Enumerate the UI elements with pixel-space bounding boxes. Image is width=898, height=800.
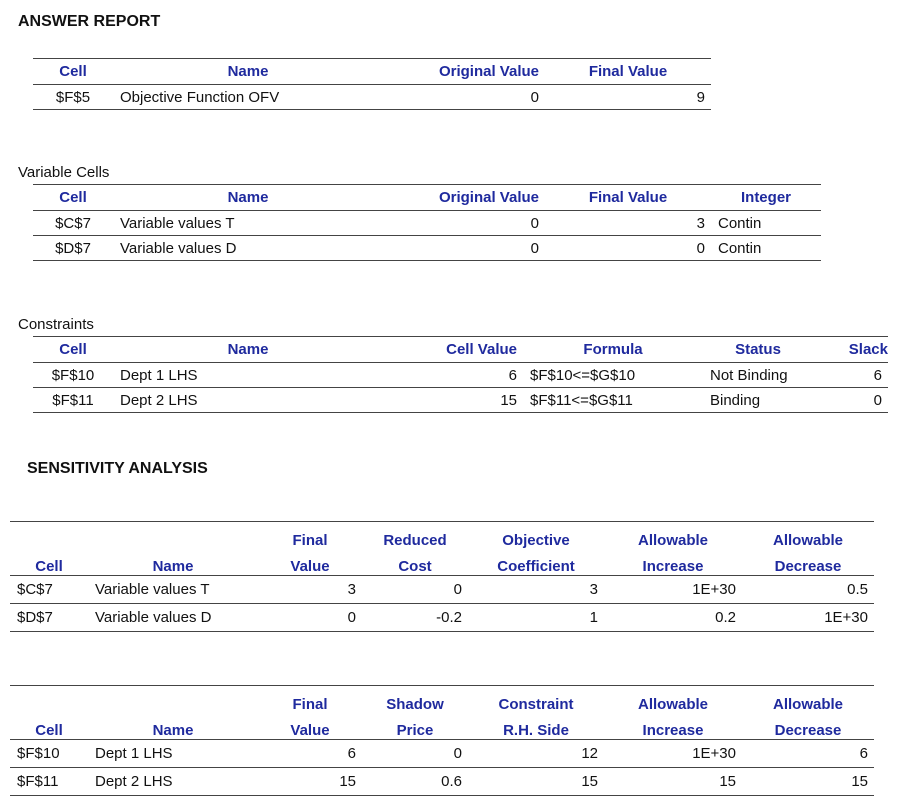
cell-ref: $F$11 (10, 768, 88, 796)
cell-ref: $F$10 (10, 740, 88, 768)
col-header-cell-line1 (10, 686, 88, 713)
col-header-cell: Cell (33, 59, 113, 85)
cell-original-value: 0 (383, 211, 545, 236)
cell-name: Variable values D (88, 604, 258, 632)
col-header-name: Name (113, 59, 383, 85)
col-header-status: Status (703, 337, 813, 363)
col-header-cell: Cell (33, 337, 113, 363)
cell-value: 6 (383, 363, 523, 388)
cell-name: Dept 2 LHS (88, 768, 258, 796)
cell-final-value: 3 (258, 576, 362, 604)
cell-reduced-cost: 0 (362, 576, 468, 604)
col-header-decrease-line1: Allowable (772, 695, 843, 713)
col-header-name: Name (88, 549, 258, 576)
cell-constraint-rhs: 12 (468, 740, 604, 768)
cell-constraint-rhs: 15 (468, 768, 604, 796)
table-row (10, 768, 874, 796)
cell-allowable-decrease: 1E+30 (742, 604, 874, 632)
col-header-cell-value: Cell Value (383, 337, 523, 363)
cell-ref: $F$11 (33, 388, 113, 413)
cell-name: Variable values D (113, 236, 383, 261)
col-header-original-value: Original Value (383, 185, 545, 211)
col-header-name-line1 (88, 686, 258, 713)
cell-name: Dept 2 LHS (113, 388, 383, 413)
sensitivity-variables-table (10, 521, 874, 632)
col-header-final-value: Final Value (545, 59, 711, 85)
cell-integer: Contin (711, 236, 821, 261)
col-header-formula: Formula (523, 337, 703, 363)
table-row (33, 388, 888, 413)
cell-original-value: 0 (383, 85, 545, 110)
cell-allowable-decrease: 0.5 (742, 576, 874, 604)
table-row (10, 604, 874, 632)
variable-cells-table (33, 184, 821, 261)
cell-allowable-decrease: 6 (742, 740, 874, 768)
col-header-shadow-line1: Shadow (386, 695, 444, 713)
cell-final-value: 9 (545, 85, 711, 110)
cell-name: Objective Function OFV (113, 85, 383, 110)
cell-shadow-price: 0.6 (362, 768, 468, 796)
col-header-allowable-increase: Increase (604, 713, 742, 740)
cell-allowable-decrease: 15 (742, 768, 874, 796)
cell-final-value: 0 (258, 604, 362, 632)
col-header-allowable-decrease: Decrease (742, 549, 874, 576)
cell-ref: $C$7 (33, 211, 113, 236)
col-header-cell: Cell (10, 713, 88, 740)
cell-name: Variable values T (113, 211, 383, 236)
cell-allowable-increase: 15 (604, 768, 742, 796)
cell-ref: $D$7 (33, 236, 113, 261)
col-header-name-line1 (88, 522, 258, 549)
col-header-final-line1: Final (292, 695, 328, 713)
sensitivity-constraints-table (10, 685, 874, 796)
col-header-name: Name (88, 713, 258, 740)
col-header-cell: Cell (10, 549, 88, 576)
col-header-final-value: Value (258, 713, 362, 740)
table-row (33, 363, 888, 388)
cell-reduced-cost: -0.2 (362, 604, 468, 632)
table-row (10, 740, 874, 768)
cell-final-value: 3 (545, 211, 711, 236)
col-header-objective-coefficient: Coefficient (468, 549, 604, 576)
cell-status: Not Binding (703, 363, 813, 388)
constraints-label: Constraints (18, 316, 94, 333)
cell-ref: $F$10 (33, 363, 113, 388)
cell-final-value: 6 (258, 740, 362, 768)
col-header-cell: Cell (33, 185, 113, 211)
variable-cells-label: Variable Cells (18, 164, 110, 181)
answer-report-title: ANSWER REPORT (18, 13, 161, 30)
table-row (33, 85, 711, 110)
table-row (33, 236, 821, 261)
cell-name: Variable values T (88, 576, 258, 604)
col-header-constraint-rhs: R.H. Side (468, 713, 604, 740)
col-header-constraint-line1: Constraint (498, 695, 574, 713)
col-header-reduced-cost: Cost (362, 549, 468, 576)
cell-shadow-price: 0 (362, 740, 468, 768)
cell-formula: $F$11<=$G$11 (523, 388, 703, 413)
col-header-cell-line1 (10, 522, 88, 549)
col-header-allowable-increase: Increase (604, 549, 742, 576)
cell-allowable-increase: 1E+30 (604, 740, 742, 768)
col-header-name: Name (113, 337, 383, 363)
cell-allowable-increase: 0.2 (604, 604, 742, 632)
col-header-increase-line1: Allowable (637, 531, 708, 549)
cell-objective-coefficient: 3 (468, 576, 604, 604)
col-header-slack: Slack (813, 337, 888, 363)
col-header-final-line1: Final (292, 531, 328, 549)
constraints-table (33, 336, 888, 413)
table-row (33, 211, 821, 236)
cell-integer: Contin (711, 211, 821, 236)
col-header-reduced-line1: Reduced (383, 531, 447, 549)
cell-formula: $F$10<=$G$10 (523, 363, 703, 388)
cell-allowable-increase: 1E+30 (604, 576, 742, 604)
col-header-increase-line1: Allowable (637, 695, 708, 713)
objective-table (33, 58, 711, 110)
col-header-integer: Integer (711, 185, 821, 211)
cell-name: Dept 1 LHS (88, 740, 258, 768)
col-header-shadow-price: Price (362, 713, 468, 740)
col-header-final-value: Final Value (545, 185, 711, 211)
cell-slack: 0 (813, 388, 888, 413)
cell-objective-coefficient: 1 (468, 604, 604, 632)
col-header-decrease-line1: Allowable (772, 531, 843, 549)
cell-original-value: 0 (383, 236, 545, 261)
cell-final-value: 15 (258, 768, 362, 796)
cell-final-value: 0 (545, 236, 711, 261)
col-header-name: Name (113, 185, 383, 211)
sensitivity-analysis-title: SENSITIVITY ANALYSIS (27, 460, 208, 477)
col-header-final-value: Value (258, 549, 362, 576)
table-row (10, 576, 874, 604)
col-header-allowable-decrease: Decrease (742, 713, 874, 740)
col-header-objective-line1: Objective (502, 531, 570, 549)
cell-name: Dept 1 LHS (113, 363, 383, 388)
cell-value: 15 (383, 388, 523, 413)
cell-slack: 6 (813, 363, 888, 388)
cell-ref: $F$5 (33, 85, 113, 110)
col-header-original-value: Original Value (383, 59, 545, 85)
cell-status: Binding (703, 388, 813, 413)
cell-ref: $D$7 (10, 604, 88, 632)
cell-ref: $C$7 (10, 576, 88, 604)
